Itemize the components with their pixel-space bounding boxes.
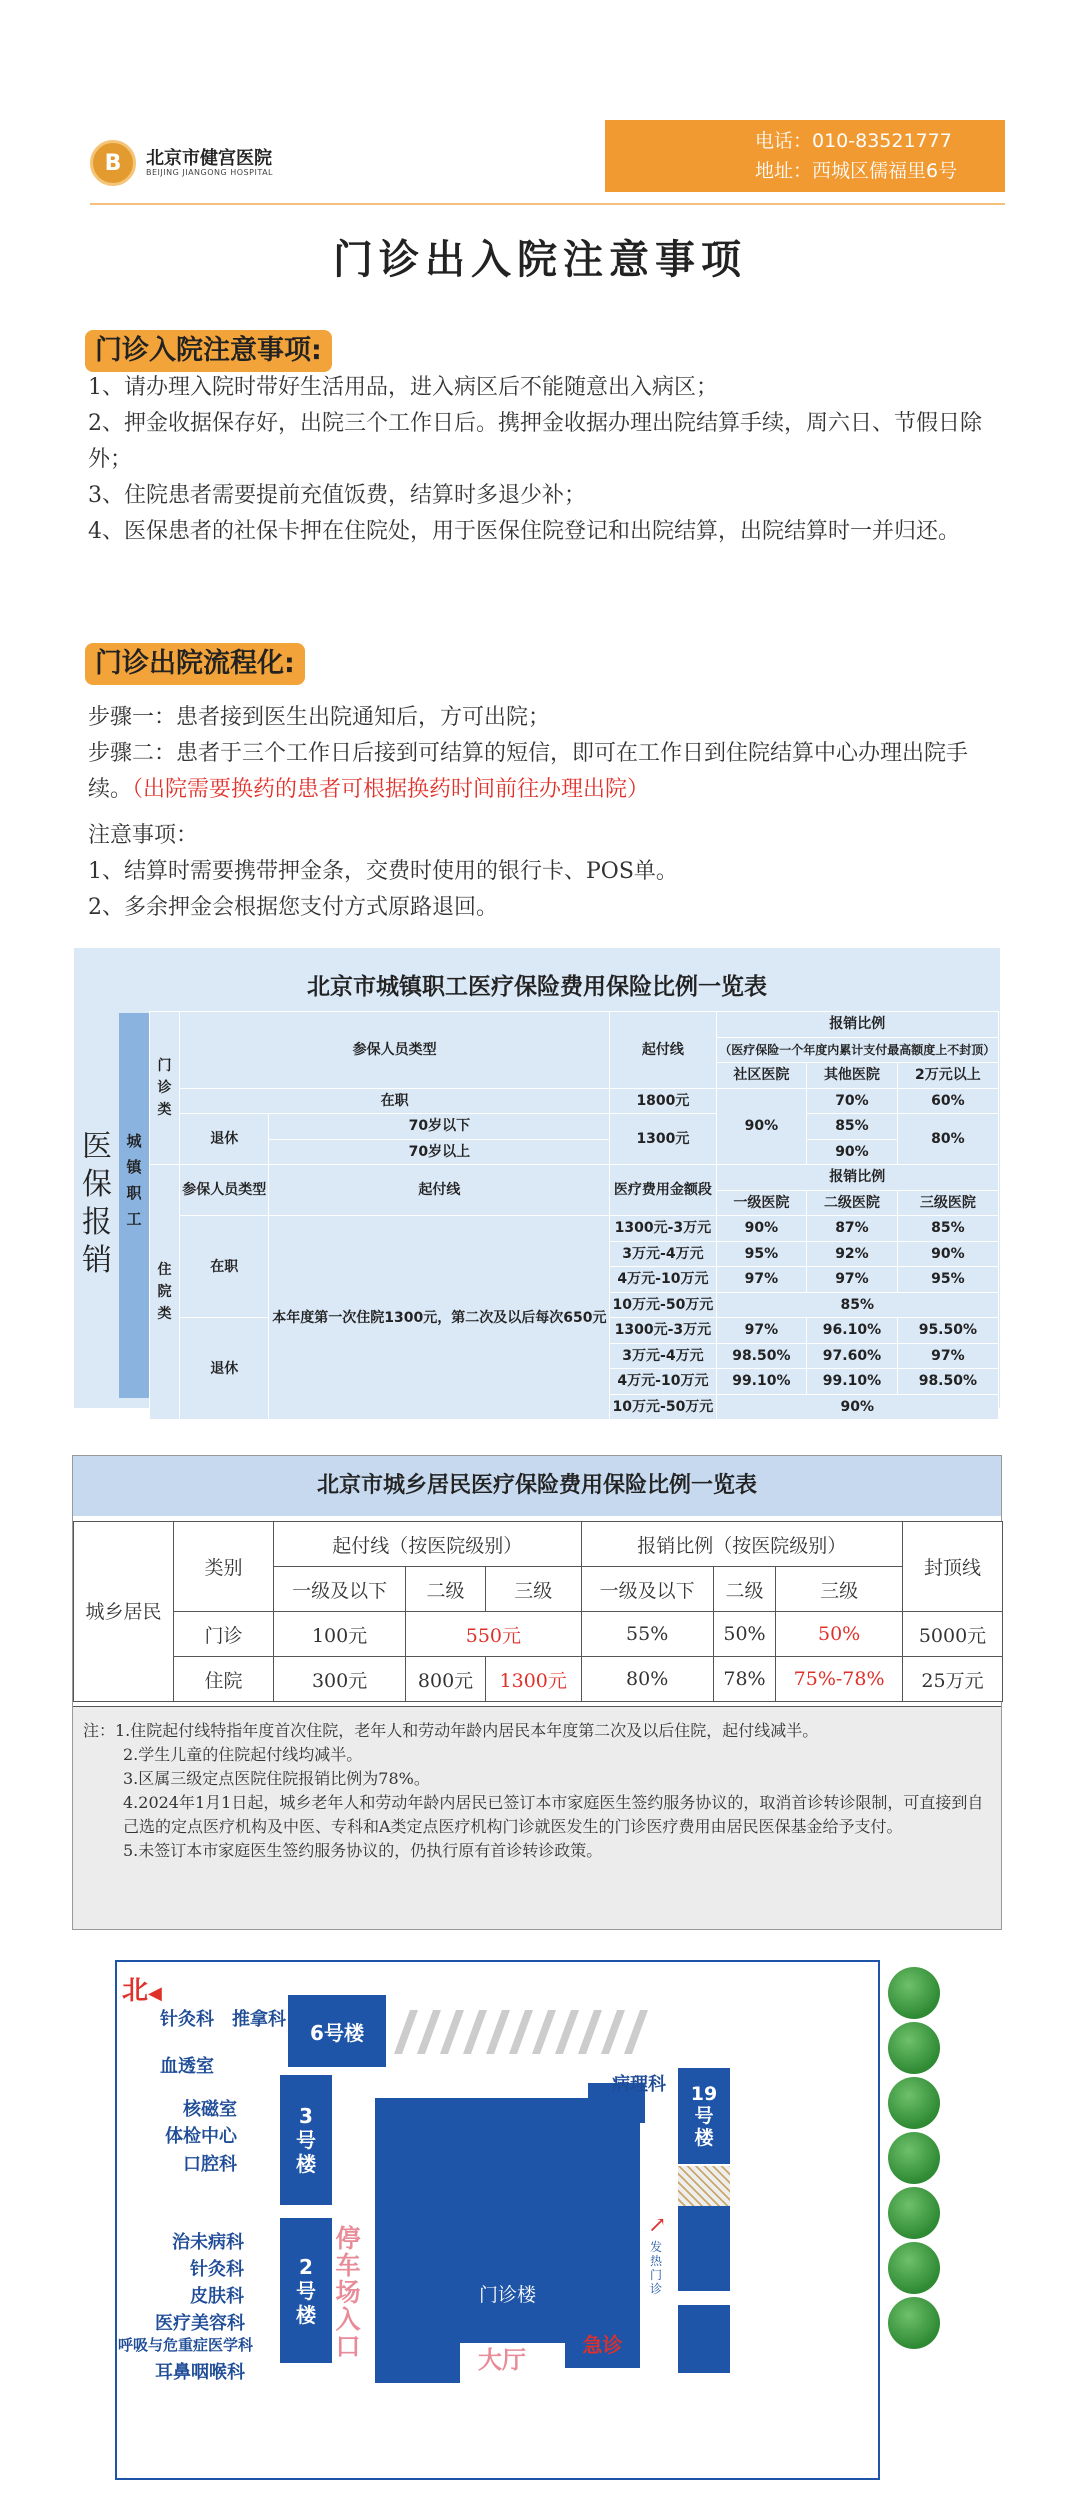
ratio-cell: 75%-78% [776, 1657, 903, 1702]
ip-head-l2: 二级医院 [807, 1190, 898, 1216]
section-heading-discharge: 门诊出院流程化: [85, 643, 305, 685]
ratio-cell: 50% [776, 1612, 903, 1657]
note-line: 3.区属三级定点医院住院报销比例为78%。 [123, 1769, 430, 1788]
tree-icon [888, 2132, 940, 2184]
ip-range: 4万元-10万元 [610, 1369, 716, 1395]
admission-item: 3、住院患者需要提前充值饭费，结算时多退少补； [88, 483, 586, 508]
ip-ratio: 90% [897, 1241, 998, 1267]
ip-range: 3万元-4万元 [610, 1343, 716, 1369]
op-other-ratio: 90% [807, 1139, 898, 1165]
map-label: 治未病科 [172, 2232, 244, 2253]
step-two: 步骤二：患者于三个工作日后接到可结算的短信，即可在工作日到住院结算中心办理出院手续。（出院需要换药的患者可根据换药时间前往办理出院） [88, 741, 969, 802]
map-label: 体检中心 [165, 2126, 237, 2147]
threshold-cell: 100元 [274, 1612, 406, 1657]
map-label: 推拿科 [232, 2009, 286, 2030]
building-block [678, 2206, 730, 2291]
map-label: 核磁室 [183, 2099, 237, 2120]
side-label: 医保报销 [82, 1129, 112, 1278]
ip-ratio: 90% [716, 1216, 807, 1242]
ip-ratio: 85% [716, 1292, 998, 1318]
threshold-cell: 800元 [406, 1657, 486, 1702]
sub-level: 一级及以下 [581, 1567, 713, 1612]
group-label: 城镇职工 [126, 1132, 142, 1228]
ratio-cell: 55% [581, 1612, 713, 1657]
table1-title: 北京市城镇职工医疗保险费用保险比例一览表 [307, 974, 767, 1000]
sub-level: 二级 [713, 1567, 775, 1612]
threshold-cell: 550元 [406, 1612, 581, 1657]
ip-ratio: 98.50% [716, 1343, 807, 1369]
building-19[interactable]: 19号楼 [678, 2068, 730, 2164]
cap-cell: 25万元 [903, 1657, 1003, 1702]
outpatient-building[interactable]: 门诊楼 [375, 2098, 640, 2343]
fever-clinic-label: 发热门诊 [650, 2240, 663, 2296]
ip-head-amount: 医疗费用金额段 [610, 1165, 716, 1216]
ip-ratio: 99.10% [716, 1369, 807, 1395]
sub-level: 三级 [485, 1567, 581, 1612]
table2-title: 北京市城乡居民医疗保险费用保险比例一览表 [73, 1456, 1001, 1516]
table2-notes [73, 1706, 1001, 1929]
building-2[interactable]: 2号楼 [280, 2218, 332, 2363]
sub-level: 二级 [406, 1567, 486, 1612]
building-6[interactable]: 6号楼 [288, 1995, 386, 2067]
op-retired-threshold: 1300元 [610, 1114, 716, 1165]
hospital-name-en: BEIJING JIANGONG HOSPITAL [146, 167, 274, 177]
cap-cell: 5000元 [903, 1612, 1003, 1657]
section-heading-admission: 门诊入院注意事项: [85, 330, 332, 372]
admission-item: 2、押金收据保存好，出院三个工作日后。携押金收据办理出院结算手续，周六日、节假日除外； [88, 411, 983, 472]
building-block [678, 2305, 730, 2373]
tree-icon [888, 2187, 940, 2239]
resident-group-label: 城乡居民 [74, 1522, 174, 1702]
ip-ratio: 87% [807, 1216, 898, 1242]
threshold-cell: 1300元 [485, 1657, 581, 1702]
discharge-steps [88, 700, 1008, 808]
map-border [878, 1960, 880, 2405]
ip-ratio: 97.60% [807, 1343, 898, 1369]
map-label: 医疗美容科 [155, 2313, 245, 2334]
ip-ratio: 97% [716, 1318, 807, 1344]
note-item: 2、多余押金会根据您支付方式原路退回。 [88, 895, 498, 920]
ip-ratio: 95% [897, 1267, 998, 1293]
ip-ratio: 92% [807, 1241, 898, 1267]
note-line: 2.学生儿童的住院起付线均减半。 [123, 1745, 363, 1764]
phone-number[interactable]: 电话：010-83521777 [755, 130, 952, 152]
ip-ratio: 97% [897, 1343, 998, 1369]
op-above-retired: 80% [897, 1114, 998, 1165]
ip-retired: 退休 [180, 1318, 269, 1420]
entrance-arrow-icon: ↗ [648, 2213, 667, 2238]
note-line: 4.2024年1月1日起，城乡老年人和劳动年龄内居民已签订本市家庭医生签约服务协议的，取消首诊转诊限制，可直接到自己选的定点医疗机构及中医、专科和A类定点医疗机构门诊就医发生的门诊医疗费用由居民医保基金给予支付。 [123, 1793, 984, 1836]
contact-box [605, 120, 1005, 192]
admission-item: 1、请办理入院时带好生活用品，进入病区后不能随意出入病区； [88, 375, 718, 400]
op-head-threshold: 起付线 [610, 1012, 716, 1089]
header-divider [90, 203, 1005, 205]
op-under70: 70岁以下 [269, 1114, 610, 1140]
ip-range: 3万元-4万元 [610, 1241, 716, 1267]
row-label-inpatient: 住院 [174, 1657, 274, 1702]
ip-head-type: 参保人员类型 [180, 1165, 269, 1216]
parking-entrance: 停车场入口 [335, 2224, 361, 2361]
ip-ratio: 85% [897, 1216, 998, 1242]
op-employed: 在职 [180, 1088, 610, 1114]
ip-ratio: 96.10% [807, 1318, 898, 1344]
admission-item: 4、医保患者的社保卡押在住院处，用于医保住院登记和出院结算，出院结算时一并归还。 [88, 519, 961, 544]
ratio-cell: 50% [713, 1612, 775, 1657]
ip-employed: 在职 [180, 1216, 269, 1318]
sub-level: 一级及以下 [274, 1567, 406, 1612]
row-label-outpatient: 门诊 [174, 1612, 274, 1657]
ip-ratio: 97% [807, 1267, 898, 1293]
threshold-cell: 300元 [274, 1657, 406, 1702]
north-indicator: 北◀ [122, 1976, 162, 2006]
head-category: 类别 [174, 1522, 274, 1612]
ip-ratio: 97% [716, 1267, 807, 1293]
discharge-notes [88, 818, 1008, 926]
map-label: 针灸科 [160, 2009, 214, 2030]
head-ratio: 报销比例（按医院级别） [581, 1522, 902, 1567]
tree-icon [888, 1967, 940, 2019]
logo-icon: B [90, 140, 136, 186]
address: 地址：西城区儒福里6号 [755, 160, 958, 182]
op-head-community: 社区医院 [716, 1063, 807, 1089]
ip-head-l1: 一级医院 [716, 1190, 807, 1216]
op-above-employed: 60% [897, 1088, 998, 1114]
ip-ratio: 98.50% [897, 1369, 998, 1395]
hospital-name-cn: 北京市健宫医院 [146, 147, 272, 169]
op-head-above: 2万元以上 [897, 1063, 998, 1089]
tree-icon [888, 2242, 940, 2294]
building-wing [375, 2343, 460, 2383]
step-two-warning: （出院需要换药的患者可根据换药时间前往办理出院） [132, 777, 650, 802]
map-label: 口腔科 [183, 2154, 237, 2175]
ratio-cell: 80% [581, 1657, 713, 1702]
map-label: 耳鼻咽喉科 [155, 2362, 245, 2383]
ip-head-l3: 三级医院 [897, 1190, 998, 1216]
notes-heading: 注意事项： [88, 823, 199, 848]
employee-insurance-table [74, 948, 1000, 1415]
ip-range: 10万元-50万元 [610, 1394, 716, 1420]
head-cap: 封顶线 [903, 1522, 1003, 1612]
op-retired: 退休 [180, 1114, 269, 1165]
inpatient-label: 住院类 [150, 1165, 180, 1420]
ip-ratio: 90% [716, 1394, 998, 1420]
head-threshold: 起付线（按医院级别） [274, 1522, 582, 1567]
op-other-ratio: 70% [807, 1088, 898, 1114]
tree-icon [888, 2077, 940, 2129]
note-line: 5.未签订本市家庭医生签约服务协议的，仍执行原有首诊转诊政策。 [123, 1841, 603, 1860]
sub-level: 三级 [776, 1567, 903, 1612]
ip-head-ratio: 报销比例 [716, 1165, 998, 1191]
tree-icon [888, 2022, 940, 2074]
lobby-label: 大厅 [478, 2346, 526, 2374]
ip-threshold: 本年度第一次住院1300元，第二次及以后每次650元 [269, 1216, 610, 1420]
op-community-ratio: 90% [716, 1088, 807, 1165]
ratio-cell: 78% [713, 1657, 775, 1702]
note-item: 1、结算时需要携带押金条，交费时使用的银行卡、POS单。 [88, 859, 678, 884]
op-head-ratio-note: （医疗保险一个年度内累计支付最高额度上不封顶） [716, 1037, 998, 1063]
map-label: 针灸科 [190, 2259, 244, 2280]
op-over70: 70岁以上 [269, 1139, 610, 1165]
resident-insurance-table [72, 1455, 1002, 1930]
op-employed-threshold: 1800元 [610, 1088, 716, 1114]
op-head-type: 参保人员类型 [180, 1012, 610, 1089]
ip-range: 4万元-10万元 [610, 1267, 716, 1293]
op-head-ratio: 报销比例 [716, 1012, 998, 1038]
building-3[interactable]: 3号楼 [280, 2075, 332, 2205]
north-arrow-icon: ◀ [148, 1983, 162, 2004]
page-title: 门诊出入院注意事项 [333, 237, 747, 283]
ip-ratio: 95.50% [897, 1318, 998, 1344]
map-label: 血透室 [160, 2056, 214, 2077]
map-label: 病理科 [612, 2074, 666, 2095]
op-head-other: 其他医院 [807, 1063, 898, 1089]
note-line: 注：1.住院起付线特指年度首次住院，老年人和劳动年龄内居民本年度第二次及以后住院，起付线减半。 [83, 1721, 819, 1740]
ip-range: 1300元-3万元 [610, 1216, 716, 1242]
admission-notes [88, 370, 1008, 550]
ip-head-threshold: 起付线 [269, 1165, 610, 1216]
hospital-logo [90, 140, 273, 186]
table1-grid [149, 1011, 999, 1420]
walkway [678, 2166, 730, 2206]
ip-range: 1300元-3万元 [610, 1318, 716, 1344]
outpatient-label: 门诊类 [150, 1012, 180, 1165]
op-other-ratio: 85% [807, 1114, 898, 1140]
step-one: 步骤一：患者接到医生出院通知后，方可出院； [88, 705, 551, 730]
map-label: 呼吸与危重症医学科 [118, 2336, 254, 2354]
ip-range: 10万元-50万元 [610, 1292, 716, 1318]
table2-grid [73, 1521, 1003, 1702]
ip-ratio: 99.10% [807, 1369, 898, 1395]
ip-ratio: 95% [716, 1241, 807, 1267]
tree-icon [888, 2297, 940, 2349]
map-label: 皮肤科 [190, 2286, 244, 2307]
emergency-entrance[interactable]: 急诊 [565, 2318, 640, 2368]
